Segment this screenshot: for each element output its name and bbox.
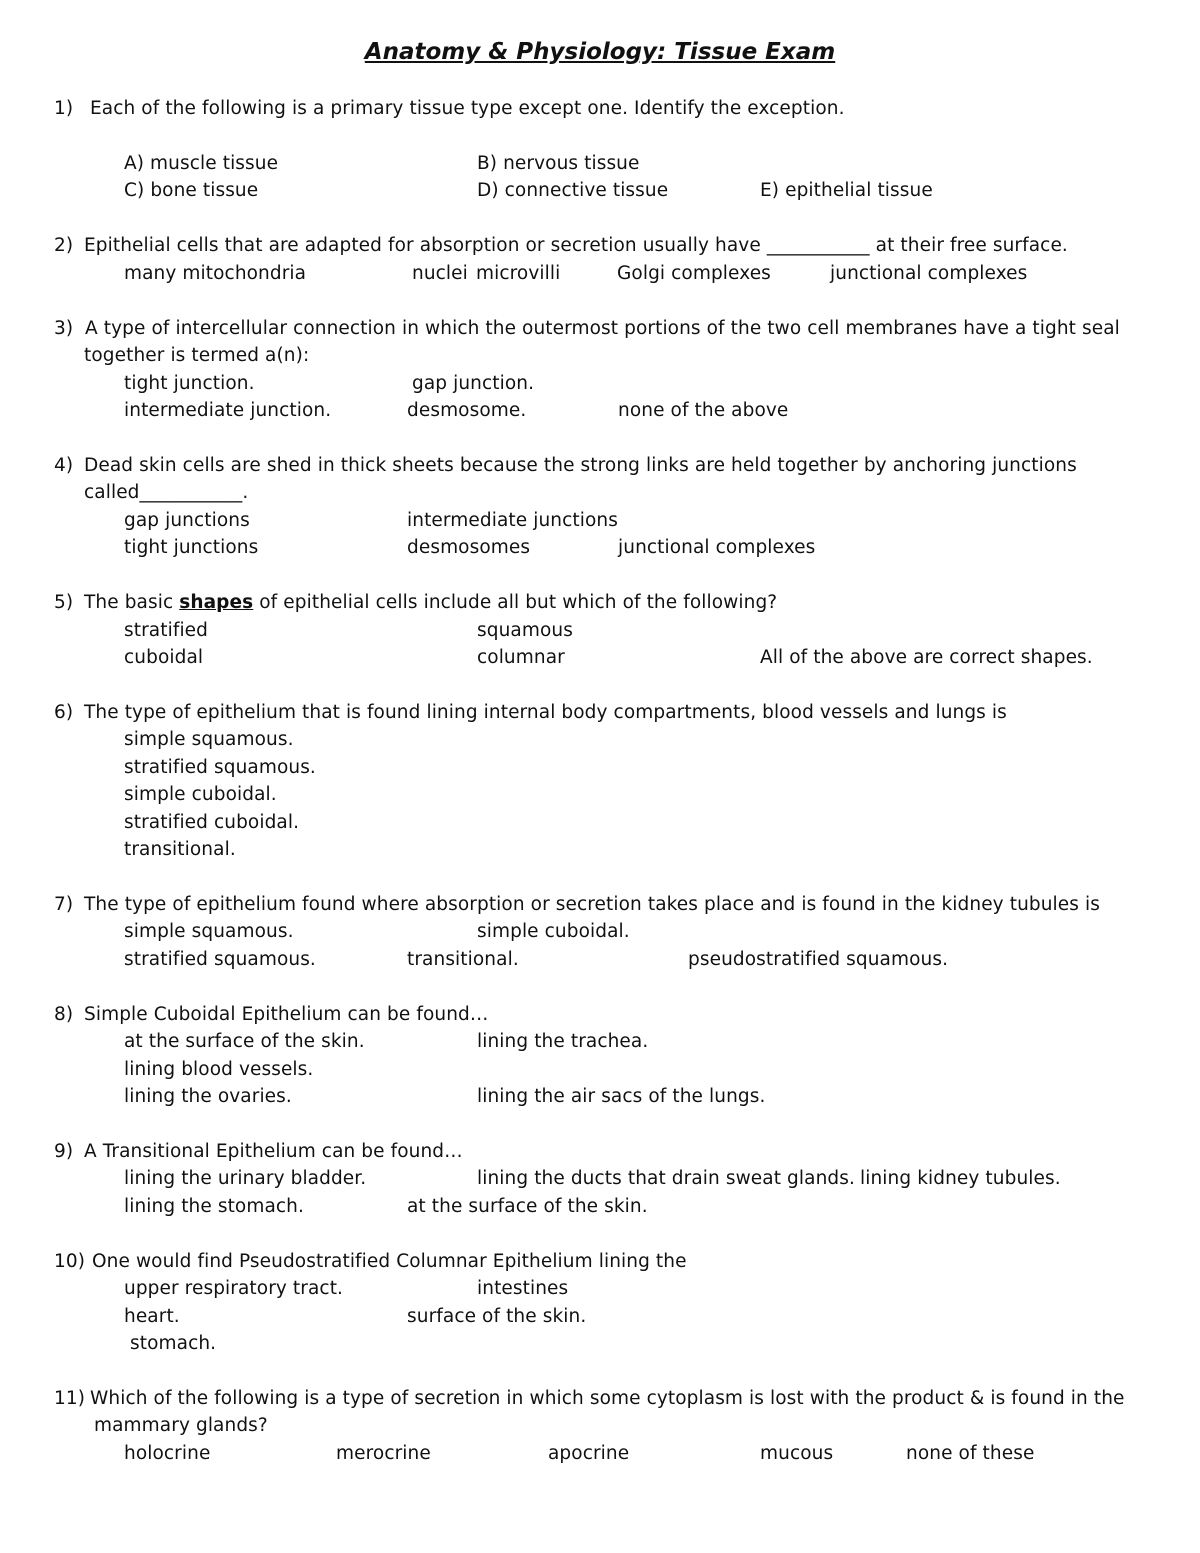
question-5-choice-a: stratified	[124, 620, 209, 641]
question-11-choice-c: apocrine	[548, 1443, 630, 1464]
question-4-choice-c: tight junctions	[124, 537, 259, 558]
question-6-choice-c: simple cuboidal.	[124, 784, 277, 805]
page-title: Anatomy & Physiology: Tissue Exam	[364, 39, 836, 65]
question-2-choice-d: Golgi complexes	[617, 263, 771, 284]
question-10-choice-d: surface of the skin.	[407, 1306, 587, 1327]
question-1-choice-b: B) nervous tissue	[477, 153, 640, 174]
question-10-stem: One would find Pseudostratified Columnar Epithelium lining the	[92, 1251, 687, 1272]
question-3-stem-line-1: A type of intercellular connection in which the outermost portions of the two cell membranes have a tight seal	[85, 318, 1120, 339]
question-11-choice-a: holocrine	[124, 1443, 211, 1464]
question-5-choice-c: cuboidal	[124, 647, 204, 668]
question-4-stem-line-1: Dead skin cells are shed in thick sheets because the strong links are held together by anchoring junctions	[84, 455, 1077, 476]
question-6-number: 6)	[54, 702, 74, 723]
question-7-choice-d: transitional.	[407, 949, 519, 970]
question-6-stem: The type of epithelium that is found lining internal body compartments, blood vessels and lungs is	[84, 702, 1007, 723]
question-6-choice-a: simple squamous.	[124, 729, 294, 750]
question-3-choice-c: intermediate junction.	[124, 400, 332, 421]
question-5-stem-before: The basic	[84, 592, 180, 613]
question-6-choice-e: transitional.	[124, 839, 236, 860]
question-4-choice-a: gap junctions	[124, 510, 250, 531]
question-4-stem-line-2: called___________.	[84, 482, 249, 503]
question-7-choice-c: stratified squamous.	[124, 949, 316, 970]
question-11-number: 11)	[54, 1388, 86, 1409]
question-4-choice-b: intermediate junctions	[407, 510, 618, 531]
question-1-number: 1)	[54, 98, 74, 119]
question-9-choice-d: lining the stomach.	[124, 1196, 304, 1217]
question-10-choice-b: intestines	[477, 1278, 569, 1299]
question-2-choice-e: junctional complexes	[830, 263, 1028, 284]
question-5-stem-after: of epithelial cells include all but which of the following?	[253, 592, 778, 613]
question-8-choice-b: lining the trachea.	[477, 1031, 649, 1052]
question-11-stem-line-1: Which of the following is a type of secretion in which some cytoplasm is lost with the product & is found in the	[90, 1388, 1125, 1409]
question-7-choice-a: simple squamous.	[124, 921, 294, 942]
question-7-choice-e: pseudostratified squamous.	[688, 949, 949, 970]
question-8-choice-d: lining the ovaries.	[124, 1086, 292, 1107]
question-1-choice-e: E) epithelial tissue	[760, 180, 933, 201]
question-8-choice-a: at the surface of the skin.	[124, 1031, 365, 1052]
question-10-choice-e: stomach.	[130, 1333, 217, 1354]
question-10-choice-c: heart.	[124, 1306, 180, 1327]
question-1-choice-c: C) bone tissue	[124, 180, 259, 201]
question-10-number: 10)	[54, 1251, 86, 1272]
question-9-choice-e: at the surface of the skin.	[407, 1196, 648, 1217]
question-3-choice-b: gap junction.	[412, 373, 535, 394]
question-9-choice-a: lining the urinary bladder.	[124, 1168, 367, 1189]
question-8-stem: Simple Cuboidal Epithelium can be found…	[84, 1004, 489, 1025]
question-8-number: 8)	[54, 1004, 74, 1025]
question-1-choice-d: D) connective tissue	[477, 180, 669, 201]
question-11-choice-b: merocrine	[336, 1443, 431, 1464]
question-7-stem: The type of epithelium found where absorption or secretion takes place and is found in the kidney tubules is	[84, 894, 1100, 915]
question-3-choice-a: tight junction.	[124, 373, 255, 394]
question-4-number: 4)	[54, 455, 74, 476]
question-7-choice-b: simple cuboidal.	[477, 921, 630, 942]
question-2-choice-a: many mitochondria	[124, 263, 307, 284]
question-9-choice-c: lining kidney tubules.	[860, 1168, 1061, 1189]
question-1-choice-a: A) muscle tissue	[124, 153, 279, 174]
question-2-stem: Epithelial cells that are adapted for absorption or secretion usually have ___________ at their free surface.	[84, 235, 1068, 256]
question-7-number: 7)	[54, 894, 74, 915]
question-3-choice-d: desmosome.	[407, 400, 527, 421]
question-4-choice-e: junctional complexes	[618, 537, 816, 558]
question-2-choice-b: nuclei	[412, 263, 468, 284]
question-2-choice-c: microvilli	[476, 263, 561, 284]
question-5-stem-emphasis: shapes	[179, 592, 254, 613]
question-3-number: 3)	[54, 318, 74, 339]
question-5-choice-e: All of the above are correct shapes.	[760, 647, 1093, 668]
question-5-number: 5)	[54, 592, 74, 613]
question-9-choice-b: lining the ducts that drain sweat glands.	[477, 1168, 855, 1189]
question-11-stem-line-2: mammary glands?	[94, 1415, 268, 1436]
question-6-choice-b: stratified squamous.	[124, 757, 316, 778]
question-5-choice-b: squamous	[477, 620, 573, 641]
question-5-stem	[84, 591, 777, 615]
question-3-stem-line-2: together is termed a(n):	[84, 345, 310, 366]
question-6-choice-d: stratified cuboidal.	[124, 812, 300, 833]
question-11-choice-d: mucous	[760, 1443, 834, 1464]
question-1-stem: Each of the following is a primary tissue type except one. Identify the exception.	[90, 98, 845, 119]
question-10-choice-a: upper respiratory tract.	[124, 1278, 344, 1299]
question-2-number: 2)	[54, 235, 74, 256]
question-9-stem: A Transitional Epithelium can be found…	[84, 1141, 463, 1162]
question-9-number: 9)	[54, 1141, 74, 1162]
question-3-choice-e: none of the above	[618, 400, 789, 421]
question-8-choice-e: lining the air sacs of the lungs.	[477, 1086, 766, 1107]
question-8-choice-c: lining blood vessels.	[124, 1059, 314, 1080]
question-11-choice-e: none of these	[906, 1443, 1035, 1464]
question-4-choice-d: desmosomes	[407, 537, 531, 558]
question-5-choice-d: columnar	[477, 647, 565, 668]
